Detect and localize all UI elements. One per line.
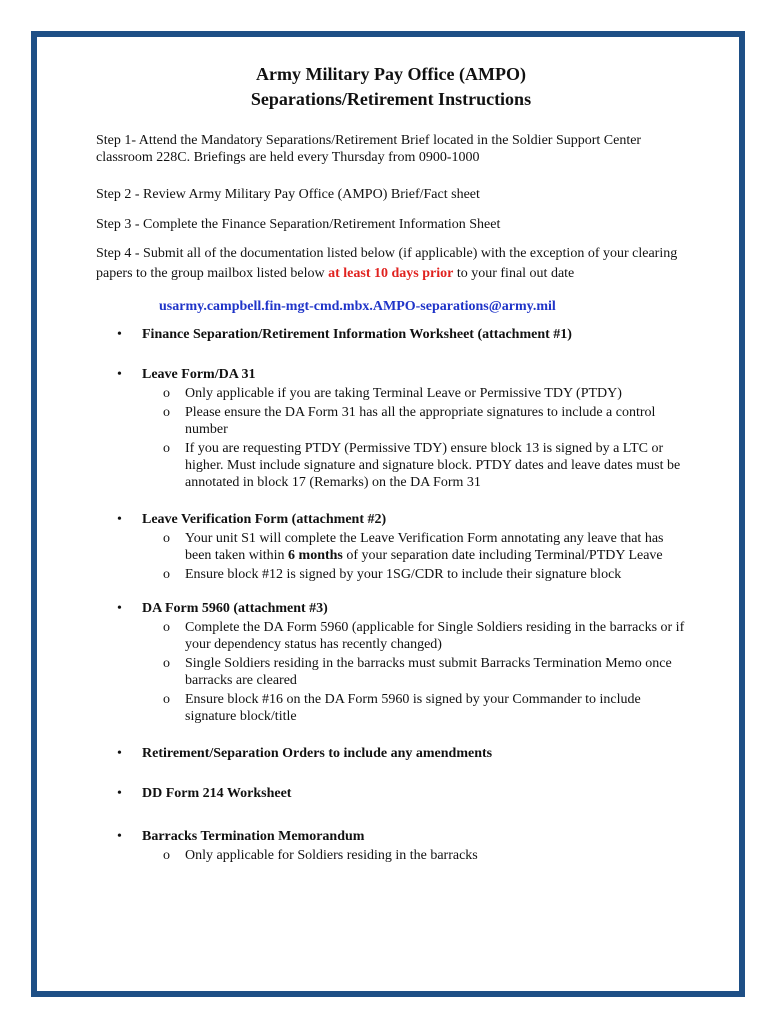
- deadline-highlight: at least 10 days prior: [328, 266, 454, 281]
- sub-list: [142, 847, 686, 864]
- sub-list: [142, 619, 686, 725]
- sub-list-item: [142, 530, 686, 564]
- bullet: •: [117, 601, 122, 616]
- document-title: [96, 62, 686, 112]
- sub-list-item: [142, 404, 686, 438]
- item-title: Finance Separation/Retirement Information Worksheet (attachment #1): [142, 327, 572, 342]
- step-3: Step 3 - Complete the Finance Separation/Retirement Information Sheet: [96, 217, 501, 232]
- sub-item-text: Only applicable if you are taking Terminal Leave or Permissive TDY (PTDY): [185, 386, 622, 401]
- sub-bullet: o: [163, 656, 170, 671]
- list-item-barracks-memo: [96, 828, 686, 864]
- sub-bullet: o: [163, 620, 170, 635]
- title-line-2: Separations/Retirement Instructions: [250, 89, 532, 109]
- list-item-orders: [96, 745, 686, 762]
- sub-item-text: Please ensure the DA Form 31 has all the appropriate signatures to include a control number: [185, 405, 656, 437]
- sub-bullet: o: [163, 441, 170, 456]
- sub-list-item: [142, 566, 686, 583]
- sub-list: [142, 385, 686, 491]
- item-title: Leave Verification Form (attachment #2): [142, 512, 387, 527]
- sub-bullet: o: [163, 386, 170, 401]
- bullet: •: [117, 829, 122, 844]
- mailbox-email-link[interactable]: usarmy.campbell.fin-mgt-cmd.mbx.AMPO-separations@army.mil: [159, 299, 556, 314]
- list-item-finance-worksheet: [96, 326, 686, 343]
- bullet: •: [117, 512, 122, 527]
- sub-item-text: Single Soldiers residing in the barracks must submit Barracks Termination Memo once barracks are cleared: [185, 656, 672, 688]
- step-2: Step 2 - Review Army Military Pay Office (AMPO) Brief/Fact sheet: [96, 187, 480, 202]
- list-item-dd-form-214: [96, 785, 686, 802]
- sub-bullet: o: [163, 531, 170, 546]
- step-4: [96, 244, 686, 284]
- sub-bullet: o: [163, 405, 170, 420]
- sub-list-item: [142, 385, 686, 402]
- documentation-list: [96, 326, 686, 864]
- bullet: •: [117, 327, 122, 342]
- title-line-1: Army Military Pay Office (AMPO): [256, 64, 526, 84]
- bullet: •: [117, 786, 122, 801]
- sub-item-text: Only applicable for Soldiers residing in the barracks: [185, 848, 478, 863]
- item-title: Barracks Termination Memorandum: [142, 829, 365, 844]
- sub-list: [142, 530, 686, 583]
- bullet: •: [117, 367, 122, 382]
- sub-list-item: [142, 440, 686, 491]
- step-4-text-end: to your final out date: [453, 266, 575, 281]
- item-title: DA Form 5960 (attachment #3): [142, 601, 328, 616]
- sub-bullet: o: [163, 567, 170, 582]
- page-border-frame: [31, 31, 745, 997]
- sub-list-item: [142, 655, 686, 689]
- sub-list-item: [142, 619, 686, 653]
- document-content: [96, 62, 686, 866]
- sub-item-text: Ensure block #12 is signed by your 1SG/CDR to include their signature block: [185, 567, 622, 582]
- sub-item-text: Complete the DA Form 5960 (applicable for Single Soldiers residing in the barracks or if your dependency status has recently changed): [185, 620, 685, 652]
- sub-bullet: o: [163, 848, 170, 863]
- list-item-leave-verification: [96, 511, 686, 583]
- sub-bullet: o: [163, 692, 170, 707]
- list-item-leave-form: [96, 366, 686, 491]
- sub-list-item: [142, 847, 686, 864]
- list-item-da-form-5960: [96, 600, 686, 725]
- six-months-emphasis: 6 months: [288, 548, 343, 563]
- item-title: DD Form 214 Worksheet: [142, 786, 292, 801]
- item-title: Retirement/Separation Orders to include any amendments: [142, 746, 493, 761]
- step-1: Step 1- Attend the Mandatory Separations/Retirement Brief located in the Soldier Support Center classroom 228C. Briefings are held every Thursday from 0900-1000: [96, 133, 642, 165]
- sub-list-item: [142, 691, 686, 725]
- sub-item-text: Ensure block #16 on the DA Form 5960 is signed by your Commander to include signature block/title: [185, 692, 641, 724]
- item-title: Leave Form/DA 31: [142, 367, 256, 382]
- sub-item-text: Your unit S1 will complete the Leave Verification Form annotating any leave that has been taken within: [185, 531, 664, 563]
- bullet: •: [117, 746, 122, 761]
- sub-item-text-end: of your separation date including Terminal/PTDY Leave: [342, 548, 663, 563]
- sub-item-text: If you are requesting PTDY (Permissive TDY) ensure block 13 is signed by a LTC or higher. Must include signature and signature block. PTDY dates and leave dates must be annotated in block 17 (Remarks) on the DA Form 31: [185, 441, 681, 490]
- step-4-text: Step 4 - Submit all of the documentation listed below (if applicable) with the exception of your clearing papers to the group mailbox listed below: [96, 246, 678, 281]
